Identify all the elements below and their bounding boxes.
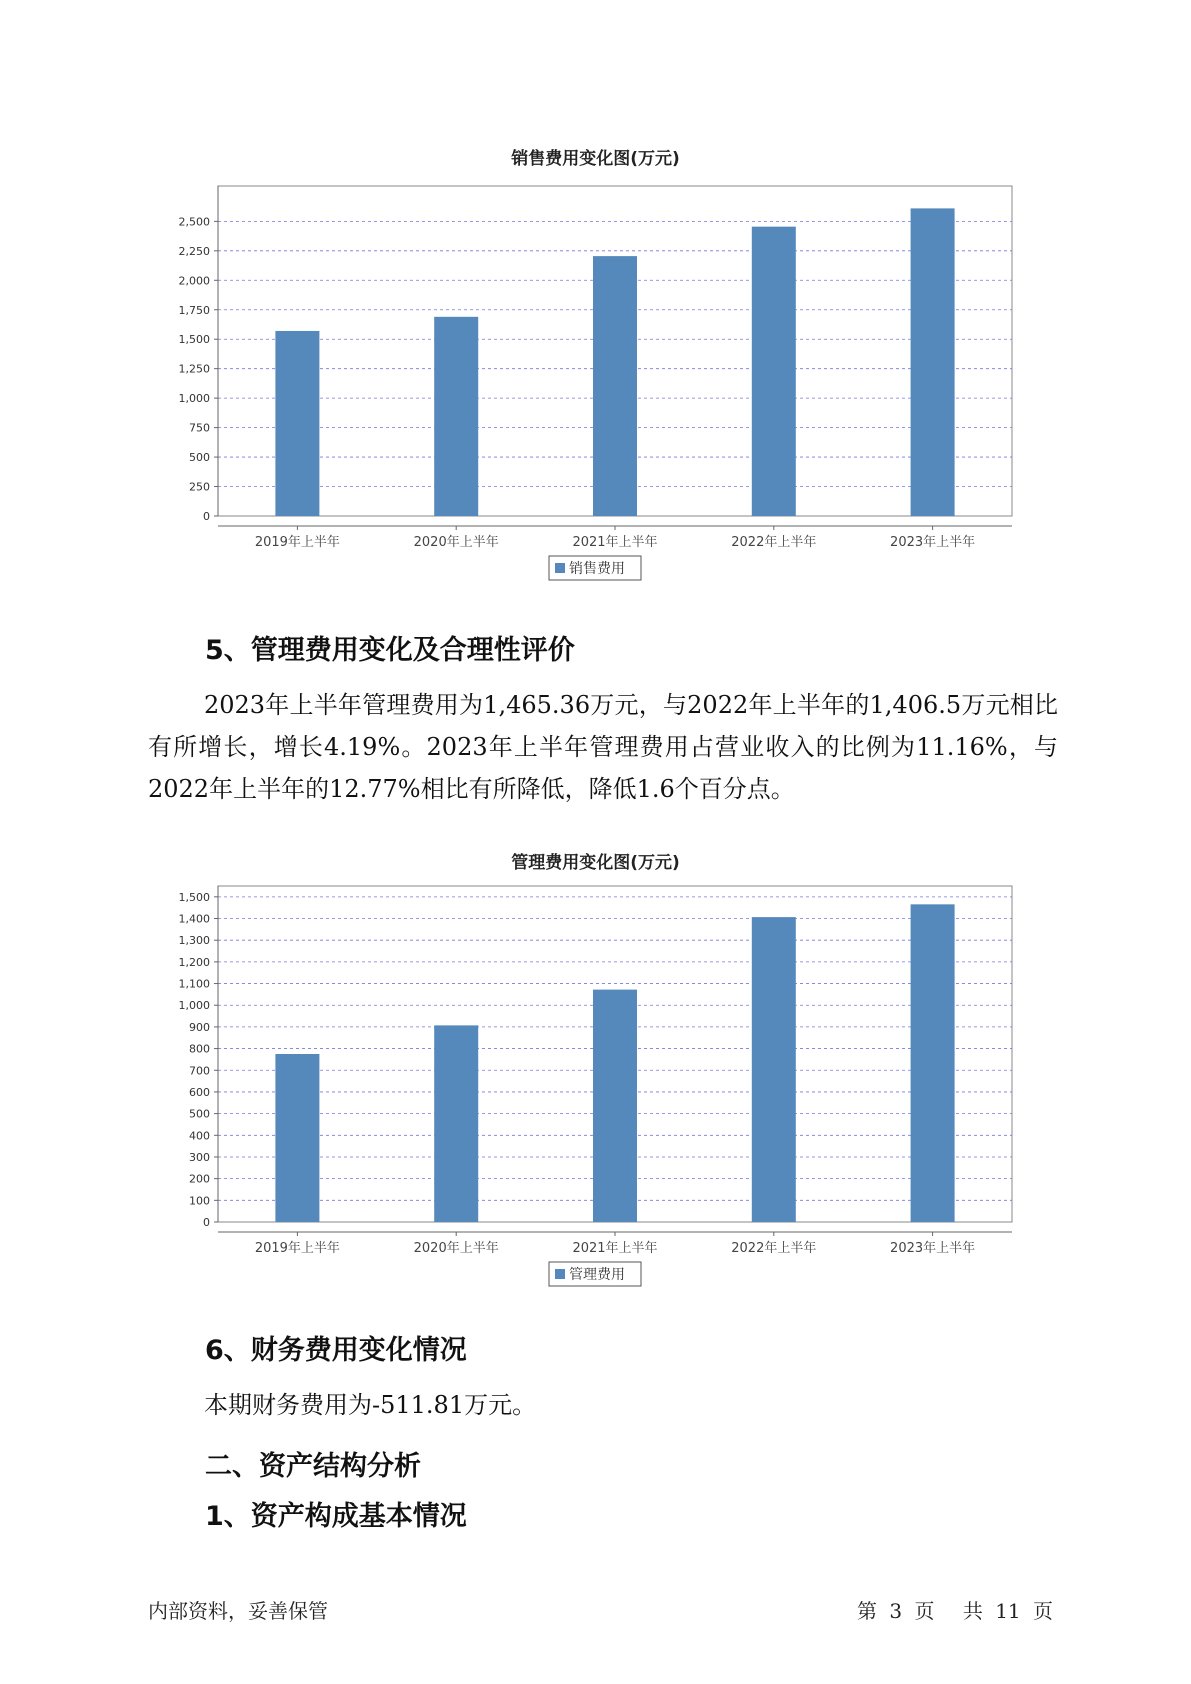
sales-expense-chart-title: 销售费用变化图(万元) — [511, 149, 680, 169]
section-5-paragraph: 2023年上半年管理费用为1,465.36万元，与2022年上半年的1,406.5万元相比有所增长，增长4.19%。2023年上半年管理费用占营业收入的比例为11.16%，与2022年上半年的12.77%相比有所降低，降低1.6个百分点。 — [148, 691, 1058, 803]
bar — [911, 208, 955, 516]
legend-label: 管理费用 — [569, 1267, 625, 1283]
y-tick-label: 1,100 — [178, 977, 210, 991]
x-tick-label: 2022年上半年 — [731, 535, 817, 550]
x-tick-label: 2021年上半年 — [572, 1241, 658, 1256]
y-tick-label: 1,250 — [178, 362, 210, 376]
x-tick-label: 2023年上半年 — [890, 535, 976, 550]
x-tick-label: 2021年上半年 — [572, 535, 658, 550]
bar — [434, 1025, 478, 1222]
bar — [593, 256, 637, 516]
section-6-paragraph: 本期财务费用为-511.81万元。 — [204, 1391, 537, 1419]
footer-confidential-note: 内部资料，妥善保管 — [148, 1599, 328, 1623]
section-5-heading: 5、管理费用变化及合理性评价 — [205, 635, 575, 666]
x-tick-label: 2022年上半年 — [731, 1241, 817, 1256]
part-2-subheading: 1、资产构成基本情况 — [205, 1501, 467, 1532]
y-tick-label: 2,000 — [178, 274, 210, 288]
admin-expense-chart-title: 管理费用变化图(万元) — [511, 853, 680, 873]
y-tick-label: 800 — [189, 1042, 210, 1056]
total-unit: 页 — [1033, 1599, 1053, 1623]
legend-swatch — [555, 563, 565, 573]
bar — [275, 331, 319, 516]
y-tick-label: 0 — [203, 1216, 210, 1229]
x-tick-label: 2019年上半年 — [254, 1241, 340, 1256]
y-tick-label: 1,000 — [178, 999, 210, 1013]
y-tick-label: 900 — [189, 1020, 210, 1034]
y-tick-label: 300 — [189, 1150, 210, 1164]
part-2-heading: 二、资产结构分析 — [205, 1451, 421, 1482]
legend-label: 销售费用 — [569, 561, 625, 577]
x-tick-label: 2019年上半年 — [254, 535, 340, 550]
y-tick-label: 2,500 — [178, 215, 210, 229]
y-tick-label: 1,000 — [178, 392, 210, 406]
y-tick-label: 0 — [203, 510, 210, 523]
total-prefix: 共 — [962, 1599, 983, 1623]
y-tick-label: 2,250 — [178, 244, 210, 258]
y-tick-label: 500 — [189, 451, 210, 465]
bar — [911, 904, 955, 1222]
page-num: 3 — [889, 1599, 903, 1623]
page-unit: 页 — [914, 1599, 935, 1623]
y-tick-label: 200 — [189, 1172, 210, 1186]
footer-page-number — [851, 1595, 1053, 1624]
total-num: 11 — [995, 1599, 1021, 1623]
x-tick-label: 2023年上半年 — [890, 1241, 976, 1256]
bar — [752, 227, 796, 516]
y-tick-label: 1,750 — [178, 303, 210, 317]
y-tick-label: 1,200 — [178, 955, 210, 969]
y-tick-label: 1,300 — [178, 934, 210, 948]
y-tick-label: 500 — [189, 1107, 210, 1121]
y-tick-label: 250 — [189, 480, 210, 494]
legend-swatch — [555, 1269, 565, 1279]
section-6-heading: 6、财务费用变化情况 — [205, 1335, 467, 1366]
bar — [275, 1054, 319, 1222]
x-tick-label: 2020年上半年 — [413, 535, 499, 550]
bar — [752, 917, 796, 1222]
y-tick-label: 750 — [189, 421, 210, 435]
admin-expense-chart — [0, 880, 1191, 1300]
y-tick-label: 400 — [189, 1129, 210, 1143]
y-tick-label: 1,400 — [178, 912, 210, 926]
page-prefix: 第 — [857, 1599, 878, 1623]
bar — [593, 990, 637, 1222]
y-tick-label: 600 — [189, 1085, 210, 1099]
x-tick-label: 2020年上半年 — [413, 1241, 499, 1256]
y-tick-label: 100 — [189, 1194, 210, 1208]
bar — [434, 317, 478, 516]
y-tick-label: 1,500 — [178, 333, 210, 347]
y-tick-label: 1,500 — [178, 890, 210, 904]
sales-expense-chart — [0, 180, 1191, 600]
y-tick-label: 700 — [189, 1064, 210, 1078]
